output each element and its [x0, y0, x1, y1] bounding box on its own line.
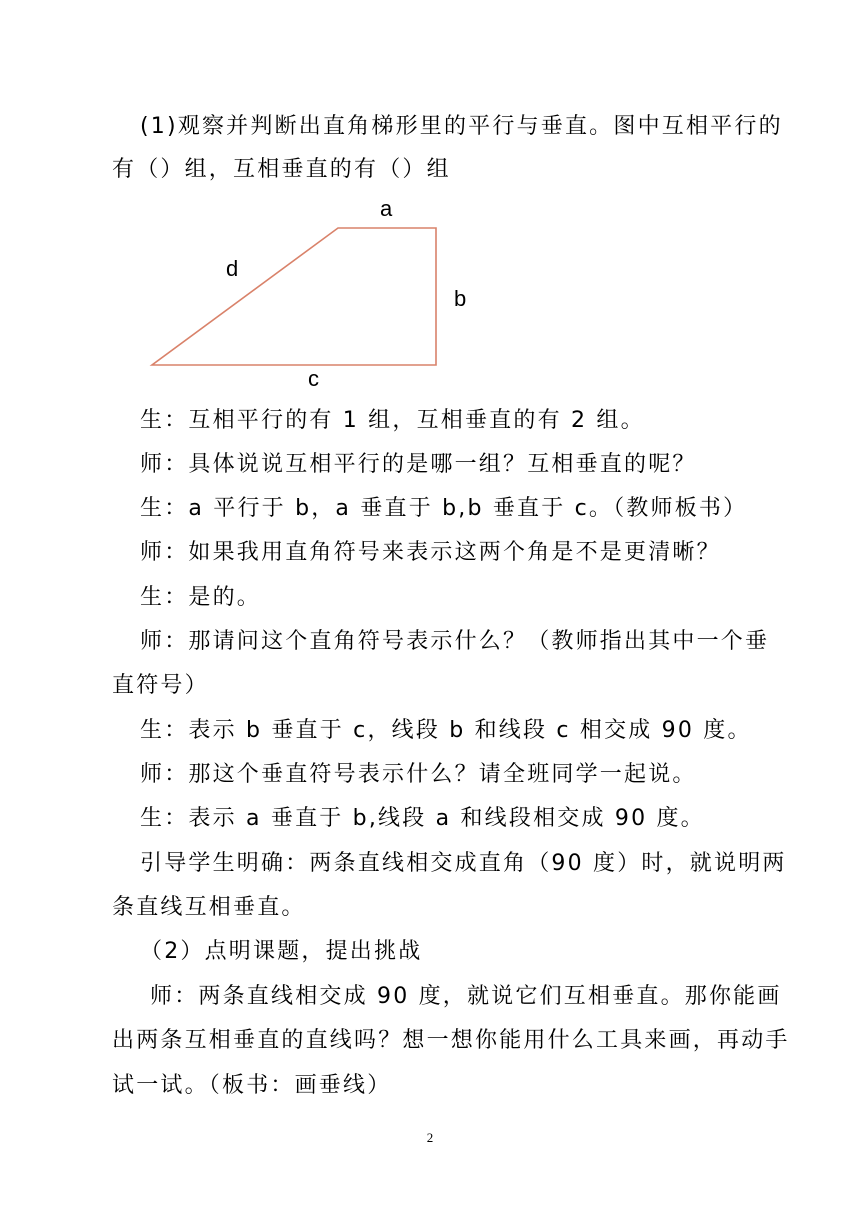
line-6: 师：如果我用直角符号来表示这两个角是不是更清晰？	[140, 540, 721, 565]
line-8: 师：那请问这个直角符号表示什么？（教师指出其中一个垂	[140, 629, 770, 654]
line-13: 引导学生明确：两条直线相交成直角（90 度）时，就说明两	[140, 851, 787, 876]
line-11: 师：那这个垂直符号表示什么？请全班同学一起说。	[140, 762, 697, 787]
line-12: 生：表示 a 垂直于 b,线段 a 和线段相交成 90 度。	[140, 806, 705, 831]
trapezoid-svg	[140, 192, 480, 392]
label-c: c	[308, 366, 319, 391]
page-number: 2	[426, 1130, 434, 1145]
trapezoid-shape	[152, 228, 436, 365]
line-1: (1)观察并判断出直角梯形里的平行与垂直。图中互相平行的	[140, 114, 783, 139]
line-15: （2）点明课题，提出挑战	[140, 939, 423, 964]
label-d: d	[226, 256, 239, 281]
label-b: b	[454, 286, 467, 311]
line-10: 生：表示 b 垂直于 c，线段 b 和线段 c 相交成 90 度。	[140, 718, 752, 743]
line-7: 生：是的。	[140, 585, 262, 610]
line-17: 出两条互相垂直的直线吗？想一想你能用什么工具来画，再动手	[112, 1028, 790, 1053]
label-a: a	[380, 196, 393, 221]
line-2: 有（）组，互相垂直的有（）组	[112, 157, 451, 182]
line-16: 师：两条直线相交成 90 度，就说它们互相垂直。那你能画	[150, 984, 782, 1009]
line-9: 直符号）	[112, 673, 209, 698]
line-14: 条直线互相垂直。	[112, 895, 306, 920]
line-4: 师：具体说说互相平行的是哪一组？互相垂直的呢？	[140, 452, 697, 477]
line-18: 试一试。（板书：画垂线）	[112, 1073, 392, 1098]
line-3: 生：互相平行的有 1 组，互相垂直的有 2 组。	[140, 408, 645, 433]
line-5: 生：a 平行于 b，a 垂直于 b,b 垂直于 c。（教师板书）	[140, 496, 748, 521]
right-trapezoid-figure	[140, 192, 480, 392]
